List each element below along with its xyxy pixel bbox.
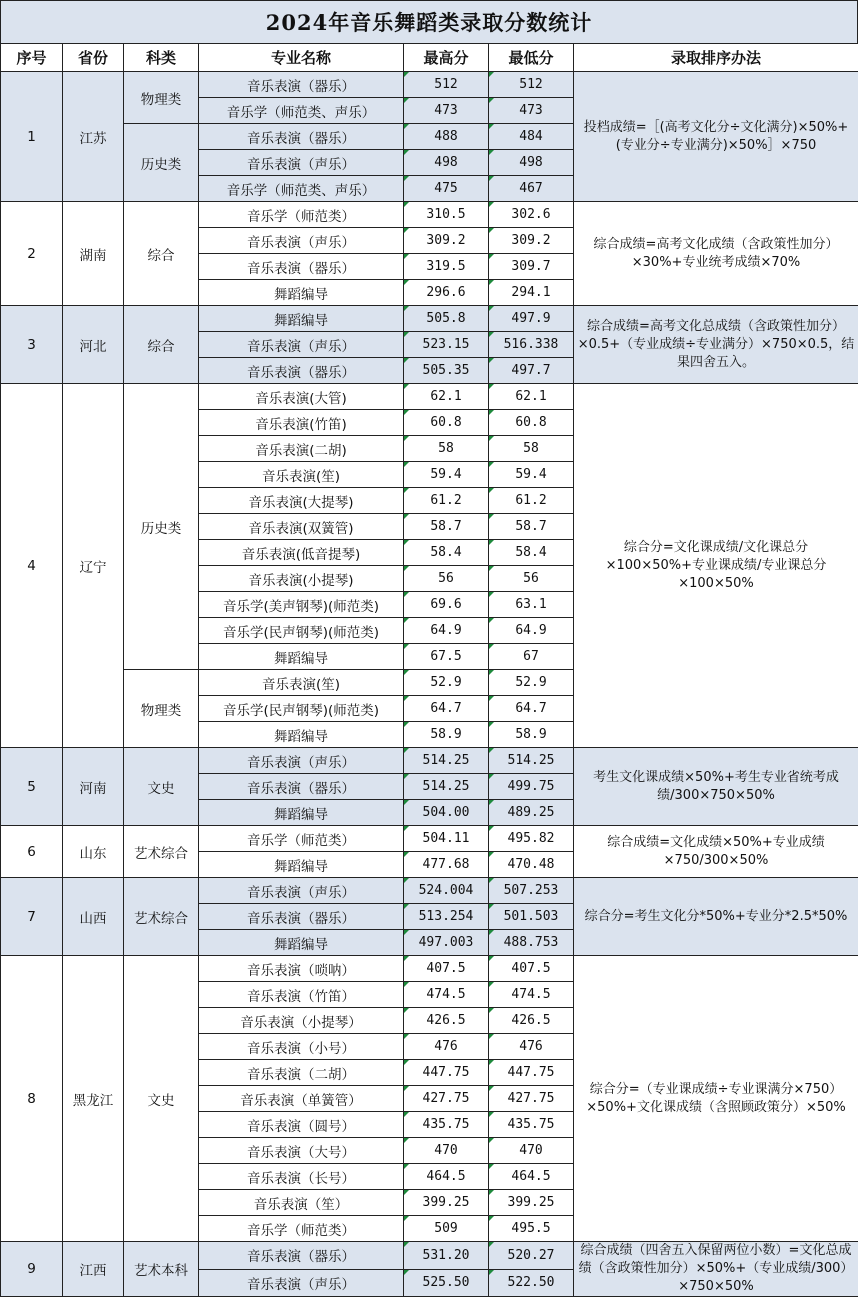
table-row xyxy=(1,956,858,982)
min-score-cell: 58.4 xyxy=(489,540,574,566)
major-cell: 音乐学（师范类、声乐） xyxy=(199,176,404,202)
major-cell: 音乐表演（声乐） xyxy=(199,332,404,358)
header-major: 专业名称 xyxy=(199,44,404,72)
max-score-cell: 525.50 xyxy=(404,1269,489,1297)
major-cell: 音乐表演（竹笛） xyxy=(199,982,404,1008)
major-cell: 音乐表演(小提琴) xyxy=(199,566,404,592)
max-score-cell: 477.68 xyxy=(404,852,489,878)
header-max-score: 最高分 xyxy=(404,44,489,72)
table-row xyxy=(1,202,858,228)
max-score-cell: 58.7 xyxy=(404,514,489,540)
max-score-cell: 513.254 xyxy=(404,904,489,930)
major-cell: 音乐表演（圆号） xyxy=(199,1112,404,1138)
max-score-cell: 524.004 xyxy=(404,878,489,904)
min-score-cell: 489.25 xyxy=(489,800,574,826)
min-score-cell: 474.5 xyxy=(489,982,574,1008)
category-cell: 综合 xyxy=(124,202,199,306)
min-score-cell: 495.5 xyxy=(489,1216,574,1242)
max-score-cell: 427.75 xyxy=(404,1086,489,1112)
max-score-cell: 497.003 xyxy=(404,930,489,956)
major-cell: 舞蹈编导 xyxy=(199,306,404,332)
table-body xyxy=(1,72,858,1297)
major-cell: 音乐学（师范类、声乐） xyxy=(199,98,404,124)
max-score-cell: 504.00 xyxy=(404,800,489,826)
max-score-cell: 514.25 xyxy=(404,748,489,774)
min-score-cell: 497.9 xyxy=(489,306,574,332)
max-score-cell: 64.7 xyxy=(404,696,489,722)
max-score-cell: 58.4 xyxy=(404,540,489,566)
header-min-score: 最低分 xyxy=(489,44,574,72)
max-score-cell: 523.15 xyxy=(404,332,489,358)
major-cell: 音乐表演（器乐） xyxy=(199,254,404,280)
min-score-cell: 484 xyxy=(489,124,574,150)
row-index-cell: 1 xyxy=(1,72,63,202)
method-cell: 综合分=文化课成绩/文化课总分×100×50%+专业课成绩/专业课总分×100×50% xyxy=(574,384,858,748)
category-cell: 文史 xyxy=(124,748,199,826)
table-row xyxy=(1,878,858,904)
min-score-cell: 302.6 xyxy=(489,202,574,228)
category-cell: 综合 xyxy=(124,306,199,384)
sheet-title: 2024年音乐舞蹈类录取分数统计 xyxy=(0,0,858,44)
major-cell: 音乐表演（长号） xyxy=(199,1164,404,1190)
max-score-cell: 488 xyxy=(404,124,489,150)
max-score-cell: 62.1 xyxy=(404,384,489,410)
min-score-cell: 60.8 xyxy=(489,410,574,436)
max-score-cell: 514.25 xyxy=(404,774,489,800)
min-score-cell: 58.7 xyxy=(489,514,574,540)
max-score-cell: 59.4 xyxy=(404,462,489,488)
max-score-cell: 58 xyxy=(404,436,489,462)
min-score-cell: 58 xyxy=(489,436,574,462)
major-cell: 音乐学(民声钢琴)(师范类) xyxy=(199,696,404,722)
min-score-cell: 427.75 xyxy=(489,1086,574,1112)
major-cell: 音乐学（师范类） xyxy=(199,826,404,852)
min-score-cell: 516.338 xyxy=(489,332,574,358)
max-score-cell: 309.2 xyxy=(404,228,489,254)
major-cell: 音乐表演（小号） xyxy=(199,1034,404,1060)
min-score-cell: 495.82 xyxy=(489,826,574,852)
major-cell: 音乐表演(双簧管) xyxy=(199,514,404,540)
max-score-cell: 64.9 xyxy=(404,618,489,644)
max-score-cell: 476 xyxy=(404,1034,489,1060)
province-cell: 江苏 xyxy=(63,72,124,202)
max-score-cell: 505.35 xyxy=(404,358,489,384)
max-score-cell: 426.5 xyxy=(404,1008,489,1034)
major-cell: 音乐表演（器乐） xyxy=(199,1242,404,1270)
min-score-cell: 498 xyxy=(489,150,574,176)
min-score-cell: 520.27 xyxy=(489,1242,574,1270)
major-cell: 音乐表演(大管) xyxy=(199,384,404,410)
method-cell: 投档成绩=［(高考文化分÷文化满分)×50%+(专业分÷专业满分)×50%］×750 xyxy=(574,72,858,202)
max-score-cell: 52.9 xyxy=(404,670,489,696)
row-index-cell: 9 xyxy=(1,1242,63,1297)
major-cell: 音乐学（师范类） xyxy=(199,1216,404,1242)
major-cell: 音乐表演（器乐） xyxy=(199,124,404,150)
major-cell: 音乐表演（声乐） xyxy=(199,1269,404,1297)
min-score-cell: 67 xyxy=(489,644,574,670)
min-score-cell: 58.9 xyxy=(489,722,574,748)
major-cell: 音乐表演（大号） xyxy=(199,1138,404,1164)
min-score-cell: 522.50 xyxy=(489,1269,574,1297)
category-cell: 艺术综合 xyxy=(124,878,199,956)
method-cell: 综合分=（专业课成绩÷专业课满分×750）×50%+文化课成绩（含照顾政策分）×50% xyxy=(574,956,858,1242)
max-score-cell: 296.6 xyxy=(404,280,489,306)
min-score-cell: 467 xyxy=(489,176,574,202)
province-cell: 河北 xyxy=(63,306,124,384)
min-score-cell: 470.48 xyxy=(489,852,574,878)
table-row xyxy=(1,1242,858,1270)
major-cell: 音乐表演（单簧管） xyxy=(199,1086,404,1112)
max-score-cell: 56 xyxy=(404,566,489,592)
major-cell: 音乐表演(笙) xyxy=(199,670,404,696)
min-score-cell: 497.7 xyxy=(489,358,574,384)
row-index-cell: 5 xyxy=(1,748,63,826)
major-cell: 音乐表演（声乐） xyxy=(199,878,404,904)
row-index-cell: 6 xyxy=(1,826,63,878)
max-score-cell: 310.5 xyxy=(404,202,489,228)
major-cell: 音乐表演（器乐） xyxy=(199,774,404,800)
min-score-cell: 473 xyxy=(489,98,574,124)
max-score-cell: 470 xyxy=(404,1138,489,1164)
province-cell: 辽宁 xyxy=(63,384,124,748)
min-score-cell: 464.5 xyxy=(489,1164,574,1190)
major-cell: 舞蹈编导 xyxy=(199,722,404,748)
table-row xyxy=(1,72,858,98)
row-index-cell: 3 xyxy=(1,306,63,384)
major-cell: 音乐表演（唢呐） xyxy=(199,956,404,982)
min-score-cell: 501.503 xyxy=(489,904,574,930)
major-cell: 音乐学(民声钢琴)(师范类) xyxy=(199,618,404,644)
category-cell: 艺术本科 xyxy=(124,1242,199,1297)
category-cell: 历史类 xyxy=(124,384,199,670)
major-cell: 舞蹈编导 xyxy=(199,280,404,306)
max-score-cell: 69.6 xyxy=(404,592,489,618)
min-score-cell: 435.75 xyxy=(489,1112,574,1138)
min-score-cell: 507.253 xyxy=(489,878,574,904)
max-score-cell: 407.5 xyxy=(404,956,489,982)
province-cell: 黑龙江 xyxy=(63,956,124,1242)
min-score-cell: 309.7 xyxy=(489,254,574,280)
max-score-cell: 58.9 xyxy=(404,722,489,748)
max-score-cell: 505.8 xyxy=(404,306,489,332)
min-score-cell: 499.75 xyxy=(489,774,574,800)
max-score-cell: 498 xyxy=(404,150,489,176)
min-score-cell: 426.5 xyxy=(489,1008,574,1034)
method-cell: 综合成绩（四舍五入保留两位小数）=文化总成绩（含政策性加分）×50%+（专业成绩/300）×750×50% xyxy=(574,1242,858,1297)
major-cell: 音乐学（师范类） xyxy=(199,202,404,228)
major-cell: 音乐表演（器乐） xyxy=(199,358,404,384)
category-cell: 文史 xyxy=(124,956,199,1242)
major-cell: 音乐表演（声乐） xyxy=(199,748,404,774)
major-cell: 音乐表演(竹笛) xyxy=(199,410,404,436)
max-score-cell: 504.11 xyxy=(404,826,489,852)
min-score-cell: 294.1 xyxy=(489,280,574,306)
method-cell: 综合成绩=高考文化成绩（含政策性加分）×30%+专业统考成绩×70% xyxy=(574,202,858,306)
min-score-cell: 470 xyxy=(489,1138,574,1164)
method-cell: 综合成绩=文化成绩×50%+专业成绩×750/300×50% xyxy=(574,826,858,878)
row-index-cell: 4 xyxy=(1,384,63,748)
row-index-cell: 7 xyxy=(1,878,63,956)
max-score-cell: 447.75 xyxy=(404,1060,489,1086)
min-score-cell: 62.1 xyxy=(489,384,574,410)
table-row xyxy=(1,306,858,332)
min-score-cell: 52.9 xyxy=(489,670,574,696)
score-table xyxy=(0,43,858,1297)
max-score-cell: 475 xyxy=(404,176,489,202)
header-row xyxy=(1,44,858,72)
min-score-cell: 64.9 xyxy=(489,618,574,644)
max-score-cell: 319.5 xyxy=(404,254,489,280)
major-cell: 舞蹈编导 xyxy=(199,644,404,670)
min-score-cell: 63.1 xyxy=(489,592,574,618)
major-cell: 舞蹈编导 xyxy=(199,930,404,956)
province-cell: 山东 xyxy=(63,826,124,878)
major-cell: 音乐表演（小提琴） xyxy=(199,1008,404,1034)
method-cell: 考生文化课成绩×50%+考生专业省统考成绩/300×750×50% xyxy=(574,748,858,826)
method-cell: 综合成绩=高考文化总成绩（含政策性加分）×0.5+（专业成绩÷专业满分）×750×0.5，结果四舍五入。 xyxy=(574,306,858,384)
min-score-cell: 61.2 xyxy=(489,488,574,514)
major-cell: 音乐表演（笙） xyxy=(199,1190,404,1216)
province-cell: 江西 xyxy=(63,1242,124,1297)
major-cell: 音乐表演（二胡） xyxy=(199,1060,404,1086)
major-cell: 音乐表演（声乐） xyxy=(199,228,404,254)
table-row xyxy=(1,748,858,774)
max-score-cell: 473 xyxy=(404,98,489,124)
min-score-cell: 514.25 xyxy=(489,748,574,774)
max-score-cell: 67.5 xyxy=(404,644,489,670)
max-score-cell: 509 xyxy=(404,1216,489,1242)
major-cell: 音乐表演（声乐） xyxy=(199,150,404,176)
max-score-cell: 61.2 xyxy=(404,488,489,514)
min-score-cell: 399.25 xyxy=(489,1190,574,1216)
method-cell: 综合分=考生文化分*50%+专业分*2.5*50% xyxy=(574,878,858,956)
max-score-cell: 435.75 xyxy=(404,1112,489,1138)
row-index-cell: 2 xyxy=(1,202,63,306)
min-score-cell: 476 xyxy=(489,1034,574,1060)
category-cell: 历史类 xyxy=(124,124,199,202)
province-cell: 湖南 xyxy=(63,202,124,306)
header-category: 科类 xyxy=(124,44,199,72)
min-score-cell: 512 xyxy=(489,72,574,98)
header-index: 序号 xyxy=(1,44,63,72)
major-cell: 舞蹈编导 xyxy=(199,852,404,878)
category-cell: 艺术综合 xyxy=(124,826,199,878)
max-score-cell: 399.25 xyxy=(404,1190,489,1216)
major-cell: 音乐表演(大提琴) xyxy=(199,488,404,514)
category-cell: 物理类 xyxy=(124,670,199,748)
row-index-cell: 8 xyxy=(1,956,63,1242)
max-score-cell: 60.8 xyxy=(404,410,489,436)
min-score-cell: 447.75 xyxy=(489,1060,574,1086)
max-score-cell: 474.5 xyxy=(404,982,489,1008)
major-cell: 音乐表演(低音提琴) xyxy=(199,540,404,566)
major-cell: 音乐学(美声钢琴)(师范类) xyxy=(199,592,404,618)
max-score-cell: 464.5 xyxy=(404,1164,489,1190)
min-score-cell: 488.753 xyxy=(489,930,574,956)
min-score-cell: 407.5 xyxy=(489,956,574,982)
header-province: 省份 xyxy=(63,44,124,72)
min-score-cell: 64.7 xyxy=(489,696,574,722)
max-score-cell: 531.20 xyxy=(404,1242,489,1270)
table-row xyxy=(1,384,858,410)
min-score-cell: 59.4 xyxy=(489,462,574,488)
max-score-cell: 512 xyxy=(404,72,489,98)
min-score-cell: 56 xyxy=(489,566,574,592)
province-cell: 山西 xyxy=(63,878,124,956)
major-cell: 音乐表演（器乐） xyxy=(199,904,404,930)
min-score-cell: 309.2 xyxy=(489,228,574,254)
province-cell: 河南 xyxy=(63,748,124,826)
major-cell: 音乐表演(笙) xyxy=(199,462,404,488)
category-cell: 物理类 xyxy=(124,72,199,124)
header-method: 录取排序办法 xyxy=(574,44,858,72)
table-row xyxy=(1,826,858,852)
major-cell: 舞蹈编导 xyxy=(199,800,404,826)
major-cell: 音乐表演（器乐） xyxy=(199,72,404,98)
major-cell: 音乐表演(二胡) xyxy=(199,436,404,462)
